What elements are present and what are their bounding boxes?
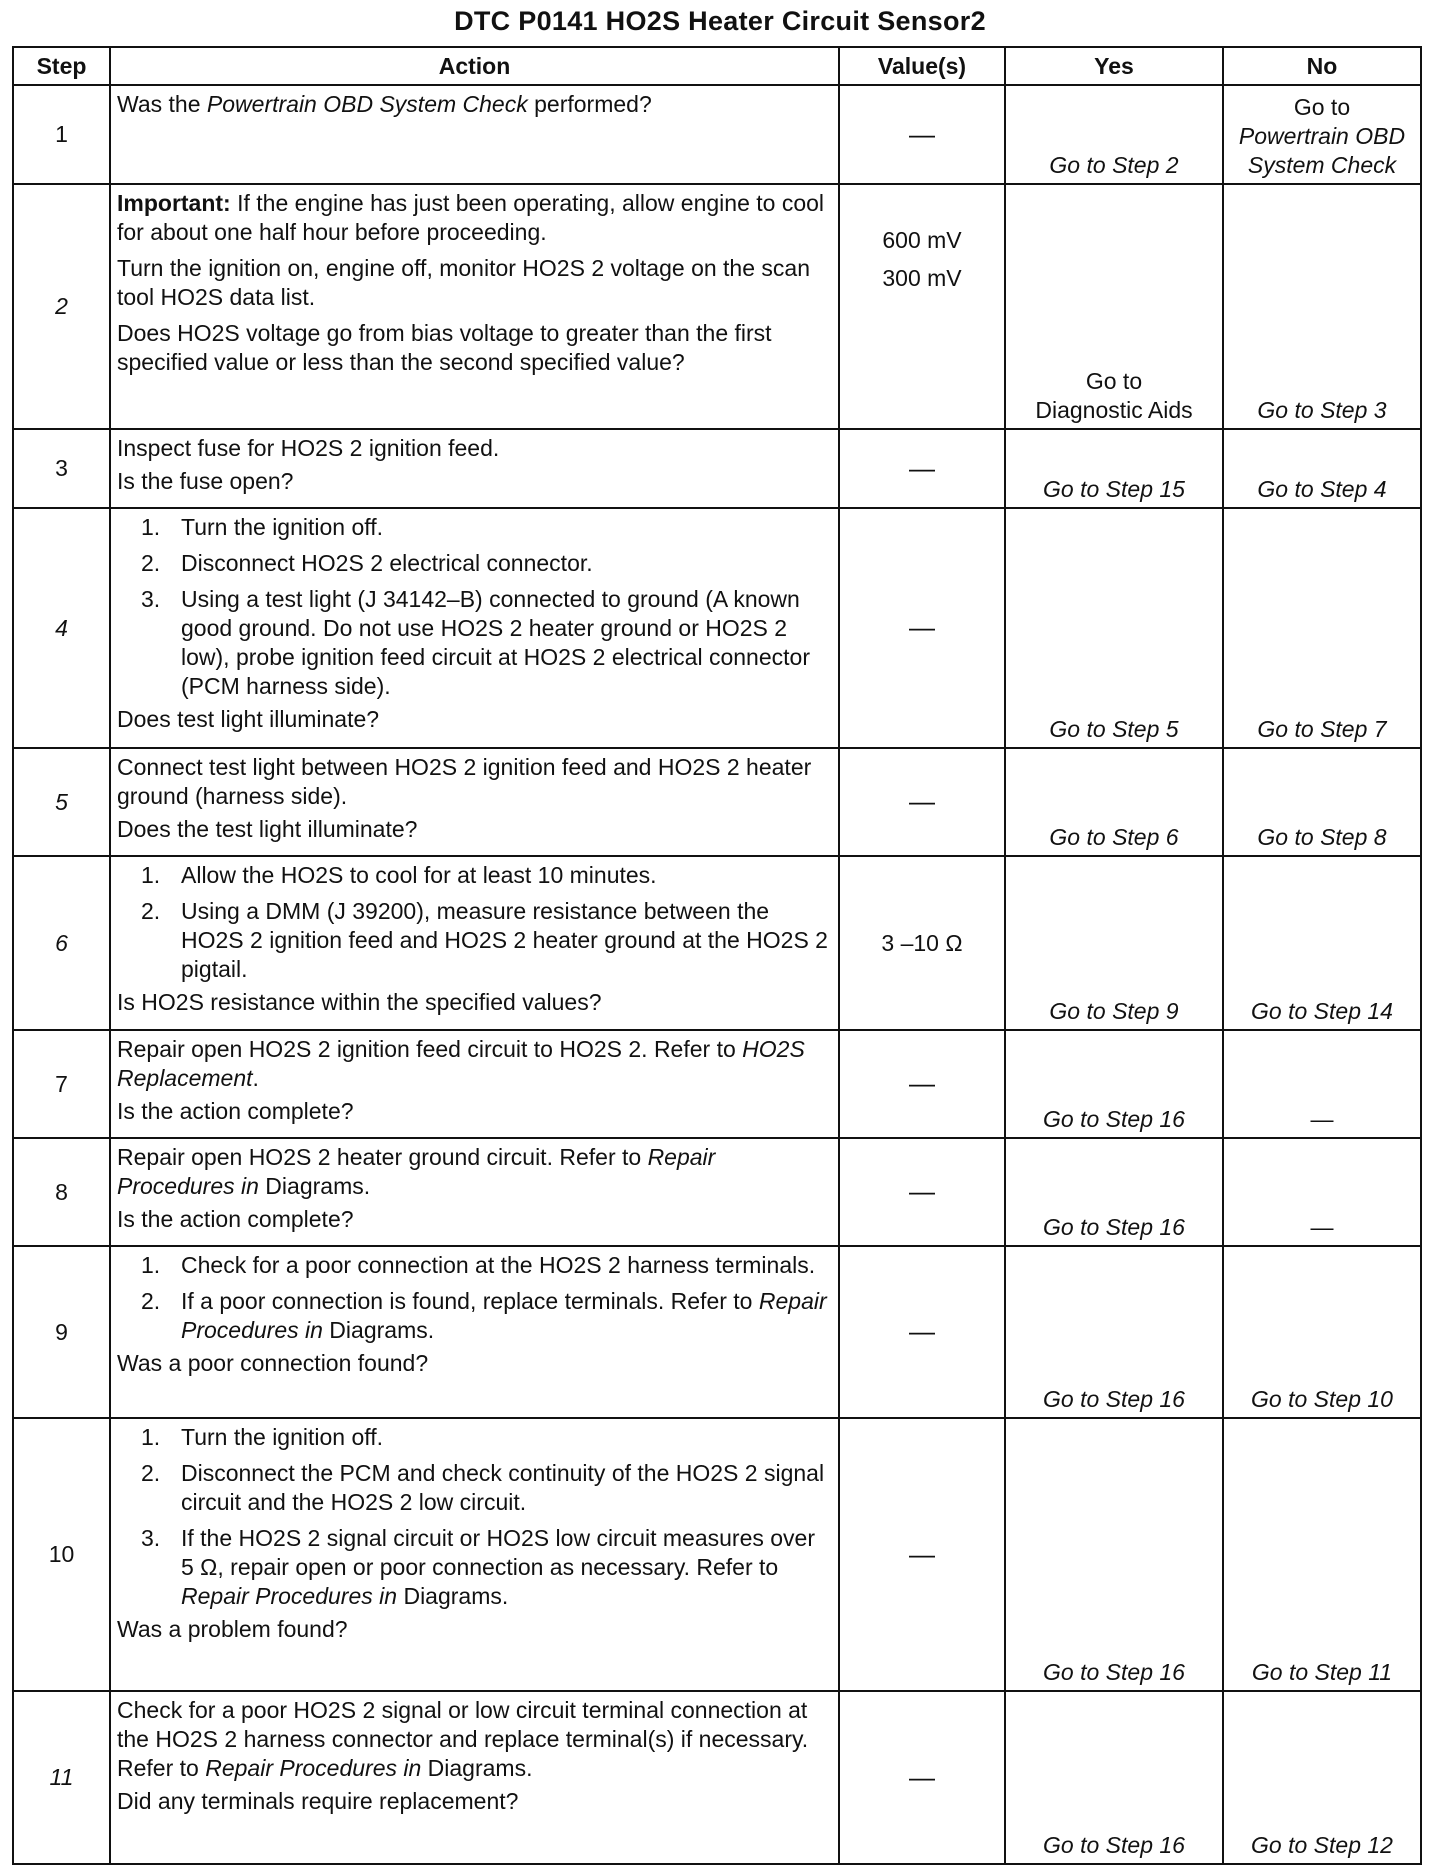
list-item: 1. Check for a poor connection at the HO2S 2 harness terminals. bbox=[141, 1252, 816, 1278]
list-item: 1. Turn the ignition off. bbox=[141, 514, 384, 540]
step-number: 11 bbox=[13, 1691, 110, 1864]
table-row bbox=[13, 1030, 1421, 1138]
table-row bbox=[13, 508, 1421, 748]
value-cell: — bbox=[839, 429, 1005, 508]
no-cell[interactable]: Go to Powertrain OBD System Check bbox=[1223, 85, 1421, 184]
yes-cell[interactable]: Go to Step 15 bbox=[1005, 429, 1223, 508]
value-cell: 3 –10 Ω bbox=[839, 856, 1005, 1030]
value-cell: — bbox=[839, 508, 1005, 748]
action-cell: 1. Turn the ignition off. 2. Disconnect the PCM and check continuity of the HO2S 2 signal circuit and the HO2S 2 low circuit. 3. If the HO2S 2 signal circuit or HO2S low circuit measures over 5 Ω, repair open or poor connection as necessary. Refer to Repair Procedures in Diagrams. Was a problem found? bbox=[110, 1418, 839, 1691]
value-cell: — bbox=[839, 1418, 1005, 1691]
no-cell[interactable]: Go to Step 11 bbox=[1223, 1418, 1421, 1691]
action-cell: Check for a poor HO2S 2 signal or low circuit terminal connection at the HO2S 2 harness connector and replace terminal(s) if necessary. Refer to Repair Procedures in Diagrams. Did any terminals require replacement? bbox=[110, 1691, 839, 1864]
no-cell[interactable]: Go to Step 8 bbox=[1223, 748, 1421, 856]
list-item: 2. If a poor connection is found, replace terminals. Refer to Repair Procedures in Diagrams. bbox=[141, 1288, 827, 1343]
reference-link[interactable]: Repair Procedures in bbox=[181, 1583, 398, 1609]
table-row bbox=[13, 748, 1421, 856]
step-number: 1 bbox=[13, 85, 110, 184]
yes-cell[interactable]: Go to Step 16 bbox=[1005, 1418, 1223, 1691]
value-cell: — bbox=[839, 85, 1005, 184]
action-cell: Inspect fuse for HO2S 2 ignition feed. Is the fuse open? bbox=[110, 429, 839, 508]
reference-link[interactable]: Repair Procedures in bbox=[181, 1288, 827, 1343]
yes-cell[interactable]: Go to Step 16 bbox=[1005, 1030, 1223, 1138]
action-cell: Repair open HO2S 2 ignition feed circuit to HO2S 2. Refer to HO2S Replacement. Is the action complete? bbox=[110, 1030, 839, 1138]
yes-cell[interactable]: Go to Step 16 bbox=[1005, 1246, 1223, 1418]
header-action: Action bbox=[110, 47, 839, 85]
list-item: 1. Allow the HO2S to cool for at least 10 minutes. bbox=[141, 862, 657, 888]
diagnostic-table bbox=[12, 46, 1422, 1865]
yes-cell[interactable]: Go to Diagnostic Aids bbox=[1005, 184, 1223, 429]
table-header-row bbox=[13, 47, 1421, 85]
no-cell[interactable]: Go to Step 3 bbox=[1223, 184, 1421, 429]
step-number: 3 bbox=[13, 429, 110, 508]
action-cell: Was the Powertrain OBD System Check performed? bbox=[110, 85, 839, 184]
table-row bbox=[13, 1418, 1421, 1691]
reference-link[interactable]: Repair Procedures in bbox=[205, 1755, 422, 1781]
step-number: 10 bbox=[13, 1418, 110, 1691]
value-cell: — bbox=[839, 748, 1005, 856]
list-item: 1. Turn the ignition off. bbox=[141, 1424, 384, 1450]
list-item: 3. Using a test light (J 34142–B) connected to ground (A known good ground. Do not use HO2S 2 heater ground or HO2S 2 low), probe ignition feed circuit at HO2S 2 electrical connector (PCM harness side). bbox=[141, 586, 810, 699]
action-cell: 1. Check for a poor connection at the HO2S 2 harness terminals. 2. If a poor connection is found, replace terminals. Refer to Repair Procedures in Diagrams. Was a poor connection found? bbox=[110, 1246, 839, 1418]
reference-link[interactable]: HO2S Replacement bbox=[117, 1036, 805, 1091]
yes-cell[interactable]: Go to Step 2 bbox=[1005, 85, 1223, 184]
page-title: DTC P0141 HO2S Heater Circuit Sensor2 bbox=[454, 6, 986, 36]
important-label: Important: bbox=[117, 190, 231, 216]
yes-cell[interactable]: Go to Step 6 bbox=[1005, 748, 1223, 856]
reference-link[interactable]: Powertrain OBD System Check bbox=[206, 91, 528, 117]
list-item: 2. Using a DMM (J 39200), measure resistance between the HO2S 2 ignition feed and HO2S 2 heater ground at the HO2S 2 pigtail. bbox=[141, 898, 828, 982]
header-no: No bbox=[1223, 47, 1421, 85]
table-row bbox=[13, 184, 1421, 429]
no-cell[interactable]: Go to Step 7 bbox=[1223, 508, 1421, 748]
yes-cell[interactable]: Go to Step 5 bbox=[1005, 508, 1223, 748]
table-row bbox=[13, 1246, 1421, 1418]
no-cell[interactable]: Go to Step 14 bbox=[1223, 856, 1421, 1030]
no-cell: — bbox=[1223, 1030, 1421, 1138]
step-number: 2 bbox=[13, 184, 110, 429]
list-item: 2. Disconnect the PCM and check continuity of the HO2S 2 signal circuit and the HO2S 2 low circuit. bbox=[141, 1460, 825, 1515]
step-number: 9 bbox=[13, 1246, 110, 1418]
table-row bbox=[13, 429, 1421, 508]
value-cell: — bbox=[839, 1030, 1005, 1138]
action-cell: Repair open HO2S 2 heater ground circuit. Refer to Repair Procedures in Diagrams. Is the action complete? bbox=[110, 1138, 839, 1246]
yes-cell[interactable]: Go to Step 9 bbox=[1005, 856, 1223, 1030]
value-cell: — bbox=[839, 1691, 1005, 1864]
no-cell[interactable]: Go to Step 12 bbox=[1223, 1691, 1421, 1864]
no-cell[interactable]: Go to Step 10 bbox=[1223, 1246, 1421, 1418]
step-number: 6 bbox=[13, 856, 110, 1030]
table-row bbox=[13, 85, 1421, 184]
yes-cell[interactable]: Go to Step 16 bbox=[1005, 1691, 1223, 1864]
list-item: 2. Disconnect HO2S 2 electrical connector. bbox=[141, 550, 593, 576]
header-step: Step bbox=[13, 47, 110, 85]
list-item: 3. If the HO2S 2 signal circuit or HO2S low circuit measures over 5 Ω, repair open or poor connection as necessary. Refer to Repair Procedures in Diagrams. bbox=[141, 1525, 816, 1609]
step-number: 8 bbox=[13, 1138, 110, 1246]
no-cell[interactable]: Go to Step 4 bbox=[1223, 429, 1421, 508]
value-cell: — bbox=[839, 1138, 1005, 1246]
action-cell: 1. Allow the HO2S to cool for at least 10 minutes. 2. Using a DMM (J 39200), measure resistance between the HO2S 2 ignition feed and HO2S 2 heater ground at the HO2S 2 pigtail. Is HO2S resistance within the specified values? bbox=[110, 856, 839, 1030]
step-number: 7 bbox=[13, 1030, 110, 1138]
step-number: 5 bbox=[13, 748, 110, 856]
no-cell: — bbox=[1223, 1138, 1421, 1246]
action-cell: Important: If the engine has just been operating, allow engine to cool for about one half hour before proceeding. Turn the ignition on, engine off, monitor HO2S 2 voltage on the scan tool HO2S data list. Does HO2S voltage go from bias voltage to greater than the first specified value or less than the second specified value? bbox=[110, 184, 839, 429]
yes-cell[interactable]: Go to Step 16 bbox=[1005, 1138, 1223, 1246]
action-cell: 1. Turn the ignition off. 2. Disconnect HO2S 2 electrical connector. 3. Using a test light (J 34142–B) connected to ground (A known good ground. Do not use HO2S 2 heater ground or HO2S 2 low), probe ignition feed circuit at HO2S 2 electrical connector (PCM harness side). Does test light illuminate? bbox=[110, 508, 839, 748]
value-cell: 600 mV 300 mV bbox=[839, 184, 1005, 429]
action-cell: Connect test light between HO2S 2 ignition feed and HO2S 2 heater ground (harness side). Does the test light illuminate? bbox=[110, 748, 839, 856]
table-row bbox=[13, 856, 1421, 1030]
table-row bbox=[13, 1691, 1421, 1864]
value-cell: — bbox=[839, 1246, 1005, 1418]
table-row bbox=[13, 1138, 1421, 1246]
header-values: Value(s) bbox=[839, 47, 1005, 85]
step-number: 4 bbox=[13, 508, 110, 748]
header-yes: Yes bbox=[1005, 47, 1223, 85]
reference-link[interactable]: Repair Procedures in bbox=[117, 1144, 716, 1199]
